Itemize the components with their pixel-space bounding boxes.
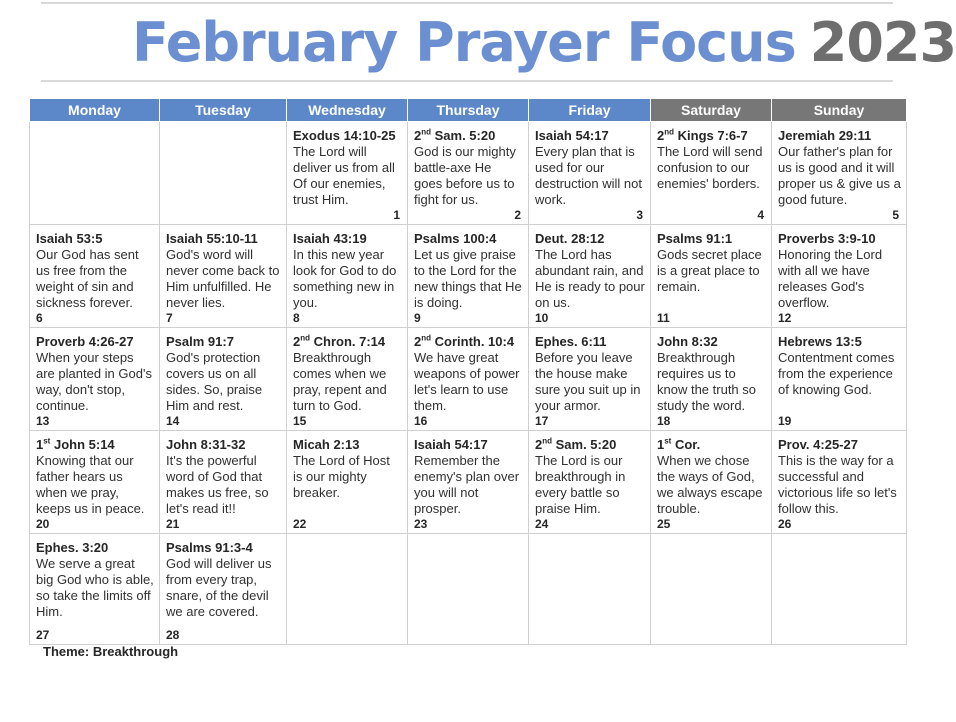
scripture-reference: Isaiah 43:19	[293, 231, 367, 246]
day-cell-friday	[529, 225, 651, 328]
day-header-thursday: Thursday	[408, 99, 529, 122]
day-cell-friday	[529, 122, 651, 225]
day-number: 23	[414, 517, 428, 531]
day-entry	[160, 534, 286, 644]
scripture-reference: 1st John 5:14	[36, 436, 115, 452]
scripture-reference: Isaiah 54:17	[414, 437, 488, 452]
empty-day-cell	[408, 534, 529, 645]
prayer-text: God is our mighty battle-axe He goes before us to fight for us.	[414, 144, 516, 207]
scripture-reference: 1st Cor.	[657, 436, 701, 452]
day-cell-monday	[30, 534, 160, 645]
prayer-text: In this new year look for God to do something new in you.	[293, 247, 397, 310]
day-number: 7	[166, 311, 173, 325]
day-entry	[160, 328, 286, 430]
day-number: 28	[166, 628, 180, 642]
day-entry	[651, 328, 771, 430]
day-number: 19	[778, 414, 792, 428]
day-number: 15	[293, 414, 307, 428]
prayer-text: Remember the enemy's plan over you will not prosper.	[414, 453, 520, 516]
scripture-reference: Proverbs 3:9-10	[778, 231, 876, 246]
prayer-text: We have great weapons of power let's learn to use them.	[414, 350, 520, 413]
empty-day-cell	[287, 534, 408, 645]
day-header-monday: Monday	[30, 99, 160, 122]
scripture-reference: Proverb 4:26-27	[36, 334, 134, 349]
scripture-reference: Psalms 91:3-4	[166, 540, 253, 555]
scripture-reference: Exodus 14:10-25	[293, 128, 396, 143]
day-header-sunday: Sunday	[772, 99, 907, 122]
prayer-text: It's the powerful word of God that makes us free, so let's read it!!	[166, 453, 269, 516]
day-entry	[651, 225, 771, 327]
day-number: 20	[36, 517, 50, 531]
empty-day-cell	[651, 534, 772, 645]
prayer-text: Breakthrough comes when we pray, repent and turn to God.	[293, 350, 387, 413]
scripture-reference: 2nd Kings 7:6-7	[657, 127, 748, 143]
day-cell-thursday	[408, 122, 529, 225]
prayer-text: God's protection covers us on all sides. So, praise Him and rest.	[166, 350, 263, 413]
day-cell-tuesday	[160, 328, 287, 431]
day-cell-wednesday	[287, 328, 408, 431]
prayer-text: The Lord is our breakthrough in every battle so praise Him.	[535, 453, 626, 516]
prayer-text: When your steps are planted in God's way, don't stop, continue.	[36, 350, 152, 413]
scripture-reference: Hebrews 13:5	[778, 334, 862, 349]
day-entry	[651, 431, 771, 533]
theme-label: Theme: Breakthrough	[43, 644, 179, 659]
day-cell-monday	[30, 328, 160, 431]
empty-day-cell	[772, 534, 907, 645]
day-cell-monday	[30, 431, 160, 534]
day-entry	[408, 225, 528, 327]
prayer-text: This is the way for a successful and victorious life so let's follow this.	[778, 453, 897, 516]
day-cell-thursday	[408, 328, 529, 431]
day-cell-sunday	[772, 122, 907, 225]
top-rule	[41, 2, 893, 4]
prayer-text: Honoring the Lord with all we have releases God's overflow.	[778, 247, 883, 310]
calendar-grid	[29, 98, 907, 645]
prayer-text: The Lord has abundant rain, and He is ready to pour on us.	[535, 247, 645, 310]
day-entry	[529, 431, 650, 533]
scripture-reference: Psalm 91:7	[166, 334, 234, 349]
day-cell-monday	[30, 225, 160, 328]
day-entry	[287, 225, 407, 327]
prayer-text: Breakthrough requires us to know the truth so study the word.	[657, 350, 756, 413]
prayer-text: The Lord will send confusion to our enemies' borders.	[657, 144, 763, 191]
day-entry	[160, 431, 286, 533]
week-row	[30, 328, 907, 431]
day-cell-tuesday	[160, 534, 287, 645]
day-entry	[529, 225, 650, 327]
day-entry	[160, 225, 286, 327]
day-number: 12	[778, 311, 792, 325]
day-number: 5	[892, 208, 899, 222]
scripture-reference: Deut. 28:12	[535, 231, 605, 246]
day-entry	[772, 328, 906, 430]
scripture-reference: Isaiah 55:10-11	[166, 231, 258, 246]
day-number: 18	[657, 414, 671, 428]
scripture-reference: Isaiah 54:17	[535, 128, 609, 143]
day-header-tuesday: Tuesday	[160, 99, 287, 122]
day-entry	[287, 122, 407, 224]
day-number: 16	[414, 414, 428, 428]
week-row	[30, 225, 907, 328]
prayer-text: Gods secret place is a great place to remain.	[657, 247, 762, 294]
scripture-reference: 2nd Sam. 5:20	[414, 127, 496, 143]
page-title	[132, 8, 956, 78]
scripture-reference: Psalms 91:1	[657, 231, 733, 246]
empty-day-cell	[160, 122, 287, 225]
day-number: 2	[514, 208, 521, 222]
day-cell-saturday	[651, 431, 772, 534]
day-entry	[287, 328, 407, 430]
scripture-reference: 2nd Sam. 5:20	[535, 436, 617, 452]
day-number: 4	[757, 208, 764, 222]
day-number: 8	[293, 311, 300, 325]
prayer-text: Our father's plan for us is good and it will proper us & give us a good future.	[778, 144, 901, 207]
day-cell-friday	[529, 431, 651, 534]
prayer-text: Our God has sent us free from the weight of sin and sickness forever.	[36, 247, 139, 310]
day-number: 14	[166, 414, 180, 428]
empty-day-cell	[529, 534, 651, 645]
day-entry	[772, 431, 906, 533]
day-entry	[651, 122, 771, 224]
day-entry	[408, 328, 528, 430]
prayer-text: Knowing that our father hears us when we pray, keeps us in peace.	[36, 453, 145, 516]
day-number: 3	[636, 208, 643, 222]
title-underline	[41, 80, 893, 82]
prayer-text: Before you leave the house make sure you suit up in your armor.	[535, 350, 641, 413]
scripture-reference: Ephes. 6:11	[535, 334, 607, 349]
day-entry	[30, 225, 159, 327]
prayer-text: Let us give praise to the Lord for the new things that He is doing.	[414, 247, 522, 310]
day-entry	[529, 328, 650, 430]
day-number: 24	[535, 517, 549, 531]
prayer-text: Contentment comes from the experience of knowing God.	[778, 350, 895, 397]
day-entry	[772, 225, 906, 327]
day-number: 26	[778, 517, 792, 531]
day-cell-sunday	[772, 225, 907, 328]
scripture-reference: Micah 2:13	[293, 437, 360, 452]
day-number: 6	[36, 311, 43, 325]
day-number: 9	[414, 311, 421, 325]
week-row	[30, 122, 907, 225]
title-year: 2023	[809, 11, 956, 74]
day-entry	[772, 122, 906, 224]
prayer-text: God will deliver us from every trap, snare, of the devil we are covered.	[166, 556, 272, 619]
scripture-reference: Prov. 4:25-27	[778, 437, 858, 452]
day-entry	[30, 431, 159, 533]
day-entry	[408, 122, 528, 224]
day-number: 22	[293, 517, 307, 531]
day-cell-wednesday	[287, 225, 408, 328]
day-number: 25	[657, 517, 671, 531]
day-cell-saturday	[651, 122, 772, 225]
day-cell-wednesday	[287, 122, 408, 225]
day-cell-friday	[529, 328, 651, 431]
day-entry	[529, 122, 650, 224]
prayer-text: God's word will never come back to Him unfulfilled. He never lies.	[166, 247, 280, 310]
day-entry	[287, 431, 407, 533]
day-number: 1	[393, 208, 400, 222]
day-entry	[30, 534, 159, 644]
scripture-reference: Isaiah 53:5	[36, 231, 103, 246]
prayer-text: We serve a great big God who is able, so take the limits off Him.	[36, 556, 154, 619]
scripture-reference: 2nd Chron. 7:14	[293, 333, 386, 349]
day-number: 13	[36, 414, 50, 428]
day-cell-saturday	[651, 328, 772, 431]
day-header-row	[30, 99, 907, 122]
day-cell-tuesday	[160, 431, 287, 534]
prayer-text: The Lord will deliver us from all Of our enemies, trust Him.	[293, 144, 395, 207]
day-header-wednesday: Wednesday	[287, 99, 408, 122]
prayer-text: When we chose the ways of God, we always escape trouble.	[657, 453, 763, 516]
day-cell-tuesday	[160, 225, 287, 328]
week-row	[30, 431, 907, 534]
day-entry	[408, 431, 528, 533]
day-cell-thursday	[408, 431, 529, 534]
prayer-text: Every plan that is used for our destruction will not work.	[535, 144, 642, 207]
week-row	[30, 534, 907, 645]
scripture-reference: 2nd Corinth. 10:4	[414, 333, 515, 349]
day-header-saturday: Saturday	[651, 99, 772, 122]
day-cell-thursday	[408, 225, 529, 328]
title-text: February Prayer Focus	[132, 11, 796, 74]
scripture-reference: Ephes. 3:20	[36, 540, 109, 555]
scripture-reference: John 8:31-32	[166, 437, 246, 452]
scripture-reference: Jeremiah 29:11	[778, 128, 872, 143]
day-number: 27	[36, 628, 50, 642]
day-cell-sunday	[772, 431, 907, 534]
day-cell-wednesday	[287, 431, 408, 534]
day-header-friday: Friday	[529, 99, 651, 122]
prayer-text: The Lord of Host is our mighty breaker.	[293, 453, 390, 500]
scripture-reference: John 8:32	[657, 334, 718, 349]
day-entry	[30, 328, 159, 430]
day-number: 21	[166, 517, 180, 531]
day-number: 11	[657, 311, 670, 325]
scripture-reference: Psalms 100:4	[414, 231, 497, 246]
day-number: 17	[535, 414, 549, 428]
day-cell-saturday	[651, 225, 772, 328]
empty-day-cell	[30, 122, 160, 225]
day-cell-sunday	[772, 328, 907, 431]
day-number: 10	[535, 311, 549, 325]
